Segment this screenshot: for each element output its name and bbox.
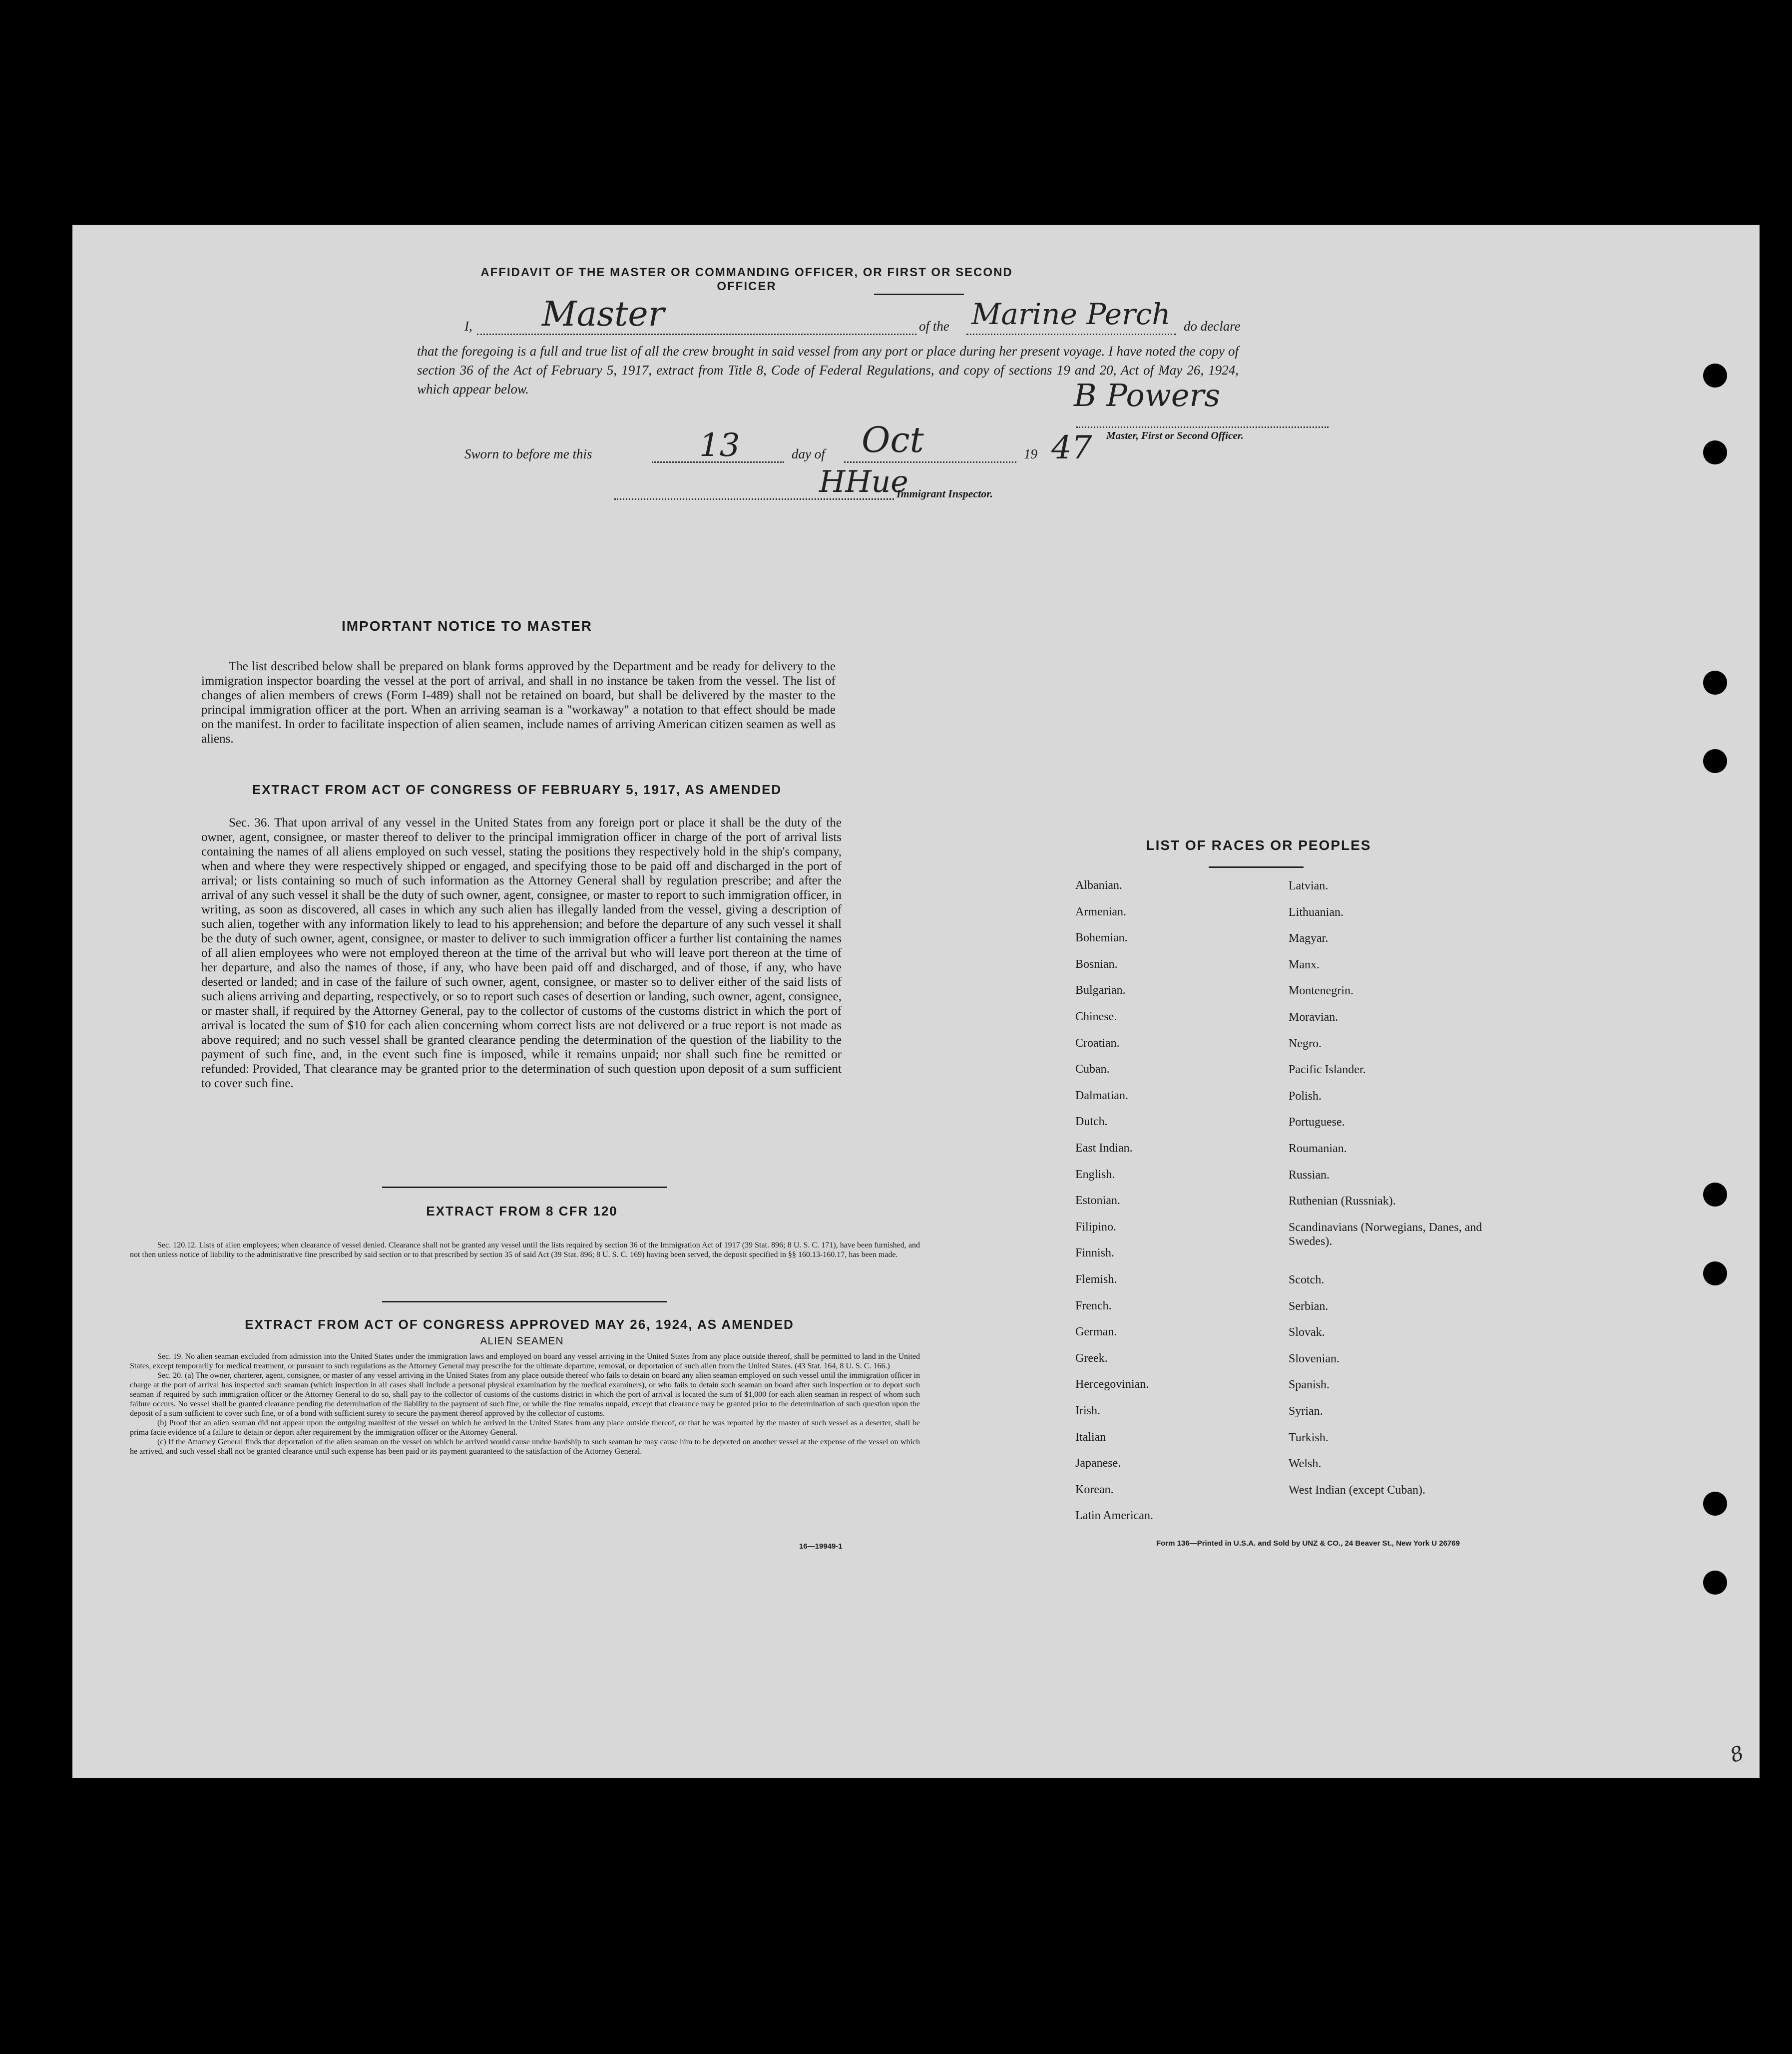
month-line	[844, 461, 1016, 463]
affidavit-of-the: of the	[919, 319, 949, 334]
race-right-item: Latvian.	[1289, 879, 1329, 892]
race-left-item: Albanian.	[1075, 879, 1122, 892]
printer-footer: Form 136—Printed in U.S.A. and Sold by UNZ & CO., 24 Beaver St., New York U 26769	[1156, 1539, 1460, 1548]
day-handwriting: 13	[699, 427, 740, 464]
corner-mark: 8	[1727, 1741, 1747, 1767]
affidavit-title: AFFIDAVIT OF THE MASTER OR COMMANDING OFFICER, OR FIRST OR SECOND OFFICER	[480, 266, 1013, 293]
race-left-item: English.	[1075, 1168, 1115, 1181]
sec-20a: Sec. 20. (a) The owner, charterer, agent, consignee, or master of any vessel arriving in the United States from any place outside thereof who fails to detain on board any alien seaman employed on such vessel until the immigration officer in charge at the port of arrival has inspected such seaman (which inspection in all cases shall include a personal physical examination by the medical examiners), or who fails to detain such seaman on board after such inspection or to deport such seaman if required by such immigration officer or the Attorney General to do so, shall pay to the collector of customs of the customs district in which the port of arrival is located the sum of $1,000 for each alien seaman in respect of whom such failure occurs. No vessel shall be granted clearance pending the determination of the liability to the payment of such fine, or while the fine remains unpaid, except that clearance may be granted prior to the determination of such question upon the deposit of a sum sufficient to cover such fine, or of a bond with sufficient surety to secure the payment thereof approved by the collector of customs.	[130, 1371, 920, 1418]
race-left-item: Bulgarian.	[1075, 984, 1126, 997]
race-right-item: Magyar.	[1289, 932, 1329, 945]
race-left-item: Croatian.	[1075, 1036, 1120, 1050]
race-right-item: Lithuanian.	[1289, 905, 1344, 919]
race-right-item: Welsh.	[1289, 1457, 1322, 1471]
punch-hole	[1703, 1183, 1727, 1207]
inspector-signature: HHue	[819, 464, 908, 499]
race-right-item: Pacific Islander.	[1289, 1063, 1366, 1077]
races-title: LIST OF RACES OR PEOPLES	[1146, 837, 1371, 853]
cfr-body: Sec. 120.12. Lists of alien employees; when clearance of vessel denied. Clearance shall not be granted any vessel until the lists required by section 36 of the Immigration Act of 1917 (39 Stat. 896; 8 U. S. C. 171), have been furnished, and not then unless notice of liability to the administrative fine prescribed by said section or to that prescribed by section 35 of said Act (39 Stat. 896; 8 U. S. C. 169) having been served, the deposit specified in §§ 160.13-160.17, has been made.	[130, 1241, 920, 1259]
race-right-item: Portuguese.	[1289, 1116, 1345, 1129]
punch-hole	[1703, 749, 1727, 773]
punch-hole	[1703, 671, 1727, 695]
punch-hole	[1703, 440, 1727, 464]
race-right-item: Moravian.	[1289, 1011, 1339, 1024]
vessel-name-handwriting: Marine Perch	[971, 297, 1171, 331]
notice-body: The list described below shall be prepared on blank forms approved by the Department and be ready for delivery to the immigration inspector boarding the vessel at the port of arrival, and shall in no instance be taken from the vessel. The list of changes of alien members of crews (Form I-489) shall not be retained on board, but shall be delivered by the master to the principal immigration officer at the port. When an arriving seaman is a "workaway" a notation to that effect should be made on the manifest. In order to facilitate inspection of alien seamen, include names of arriving American citizen seamen as well as aliens.	[201, 660, 836, 746]
race-left-item: Dutch.	[1075, 1115, 1108, 1129]
race-left-item: Bohemian.	[1075, 931, 1128, 945]
race-right-item: Negro.	[1289, 1037, 1322, 1050]
race-left-item: Dalmatian.	[1075, 1089, 1128, 1102]
race-left-item: Irish.	[1075, 1404, 1100, 1417]
extract-1924-rule	[382, 1301, 667, 1302]
race-right-item: Syrian.	[1289, 1405, 1323, 1418]
race-right-item: Ruthenian (Russniak).	[1289, 1195, 1396, 1208]
officer-label: Master, First or Second Officer.	[1106, 429, 1244, 441]
race-left-item: Latin American.	[1075, 1509, 1153, 1523]
affidavit-body: that the foregoing is a full and true list of all the crew brought in said vessel from any port or place during her present voyage. I have noted the copy of section 36 of the Act of February 5, 1917, extract from Title 8, Code of Federal Regulations, and copy of sections 19 and 20, Act of May 26, 1924, which appear below.	[417, 344, 1239, 397]
affidavit-do-declare: do declare	[1184, 319, 1241, 334]
extract-1917-title: EXTRACT FROM ACT OF CONGRESS OF FEBRUARY 5, 1917, AS AMENDED	[252, 782, 782, 797]
form-code: 16—19949-1	[799, 1542, 843, 1551]
race-right-item: Spanish.	[1289, 1378, 1330, 1392]
race-left-item: Italian	[1075, 1430, 1106, 1444]
extract-1917-body: Sec. 36. That upon arrival of any vessel in the United States from any foreign port or place it shall be the duty of the owner, agent, consignee, or master thereof to deliver to the principal immigration officer in charge of the port of arrival lists containing the names of all aliens employed on such vessel, stating the positions they respectively hold in the ship's company, when and where they were respectively shipped or engaged, and specifying those to be paid off and discharged in the port of arrival; or lists containing so much of such information as the Attorney General shall by regulation prescribe; and after the arrival of any such vessel it shall be the duty of such owner, agent, consignee, or master to report to such immigration officer, in writing, as soon as discovered, all cases in which any such alien has illegally landed from the vessel, giving a description of such alien, together with any information likely to lead to his apprehension; and before the departure of any such vessel it shall be the duty of such owner, agent, consignee, or master to deliver to such immigration officer a further list containing the names of all alien employees who were not employed thereon at the time of the arrival but who will leave port thereon at the time of her departure, and also the names of those, if any, who have been paid off and discharged, and of those, if any, who have deserted or landed; and in case of the failure of such owner, agent, consignee, or master so to deliver either of the said lists of such aliens arriving and departing, respectively, or so to report such cases of desertion or landing, such owner, agent, consignee, or master shall, if required by the Attorney General, pay to the collector of customs of the customs district in which the port of arrival is located the sum of $10 for each alien concerning whom correct lists are not delivered or a true report is not made as above required; and no such vessel shall be granted clearance pending the determination of the question of the liability to the payment of such fine, and, in the event such fine is imposed, while it remains unpaid; nor shall such fine be remitted or refunded: Provided, That clearance may be granted prior to the determination of such question upon deposit of a sum sufficient to cover such fine.	[201, 816, 842, 1090]
inspector-label: Immigrant Inspector.	[896, 487, 993, 500]
race-left-item: Estonian.	[1075, 1194, 1120, 1208]
race-left-item: German.	[1075, 1325, 1117, 1339]
month-handwriting: Oct	[862, 419, 924, 460]
race-right-item: Manx.	[1289, 958, 1320, 971]
race-left-item: Flemish.	[1075, 1273, 1117, 1286]
race-right-item: Scotch.	[1289, 1273, 1325, 1286]
races-rule	[1209, 866, 1304, 868]
race-left-item: Japanese.	[1075, 1457, 1121, 1470]
master-name-handwriting: Master	[542, 295, 665, 334]
race-left-item: Bosnian.	[1075, 957, 1118, 971]
race-right-item: Serbian.	[1289, 1299, 1329, 1313]
race-left-item: Hercegovinian.	[1075, 1378, 1149, 1391]
title-rule	[874, 294, 964, 295]
race-right-item: Polish.	[1289, 1089, 1322, 1103]
day-of-label: day of	[792, 446, 825, 461]
race-left-item: Armenian.	[1075, 905, 1126, 918]
sec-19: Sec. 19. No alien seaman excluded from admission into the United States under the immigration laws and employed on board any vessel arriving in the United States from any place outside thereof, shall be permitted to land in the United States, except temporarily for medical treatment, or pursuant to such regulations as the Attorney General may prescribe for the ultimate departure, removal, or deportation of such alien from the United States. (43 Stat. 164, 8 U. S. C. 166.)	[130, 1352, 920, 1370]
document-page	[72, 225, 1760, 1778]
alien-seamen-subtitle: ALIEN SEAMEN	[480, 1335, 564, 1347]
race-right-item: West Indian (except Cuban).	[1289, 1483, 1425, 1497]
signature-line	[1076, 426, 1329, 428]
race-right-item: Roumanian.	[1289, 1142, 1347, 1155]
sec-20c: (c) If the Attorney General finds that deportation of the alien seaman on the vessel on which he arrived would cause undue hardship to such seaman he may cause him to be deported on another vessel at the expense of the vessel on which he arrived, and such vessel shall not be granted clearance until such expense has been paid or its payment guaranteed to the satisfaction of the Attorney General.	[130, 1438, 920, 1456]
cfr-title: EXTRACT FROM 8 CFR 120	[426, 1204, 618, 1219]
sec-20b: (b) Proof that an alien seaman did not appear upon the outgoing manifest of the vessel on which he arrived in the United States from any place outside thereof, or that he was reported by the master of such vessel as a deserter, shall be prima facie evidence of a failure to detain or deport after requirement by the immigration officer or the Attorney General.	[130, 1419, 920, 1437]
race-left-item: Chinese.	[1075, 1010, 1117, 1023]
punch-hole	[1703, 1261, 1727, 1285]
extract-1924-title: EXTRACT FROM ACT OF CONGRESS APPROVED MAY 26, 1924, AS AMENDED	[245, 1317, 794, 1332]
race-left-item: Korean.	[1075, 1483, 1114, 1496]
punch-hole	[1703, 364, 1727, 388]
vessel-line	[966, 334, 1176, 335]
race-left-item: Filipino.	[1075, 1220, 1117, 1233]
sworn-label: Sworn to before me this	[464, 446, 592, 461]
year-prefix: 19	[1024, 446, 1037, 461]
race-right-item: Scandinavians (Norwegians, Danes, and Swedes).	[1289, 1221, 1482, 1248]
race-left-item: East Indian.	[1075, 1142, 1133, 1155]
notice-title: IMPORTANT NOTICE TO MASTER	[341, 618, 593, 634]
race-right-item: Turkish.	[1289, 1431, 1329, 1444]
master-signature: B Powers	[1074, 377, 1221, 413]
affidavit-i-label: I,	[464, 319, 472, 334]
punch-hole	[1703, 1571, 1727, 1595]
race-left-item: French.	[1075, 1299, 1112, 1312]
race-right-item: Russian.	[1289, 1168, 1330, 1182]
race-right-item: Montenegrin.	[1289, 984, 1353, 998]
race-left-item: Cuban.	[1075, 1063, 1110, 1076]
race-right-item: Slovenian.	[1289, 1352, 1340, 1365]
extract-1924-sections	[130, 1352, 920, 1456]
cfr-rule-top	[382, 1187, 667, 1188]
race-left-item: Finnish.	[1075, 1246, 1115, 1260]
punch-hole	[1703, 1492, 1727, 1516]
race-left-item: Greek.	[1075, 1351, 1108, 1365]
year-handwriting: 47	[1051, 429, 1092, 466]
race-right-item: Slovak.	[1289, 1326, 1325, 1339]
